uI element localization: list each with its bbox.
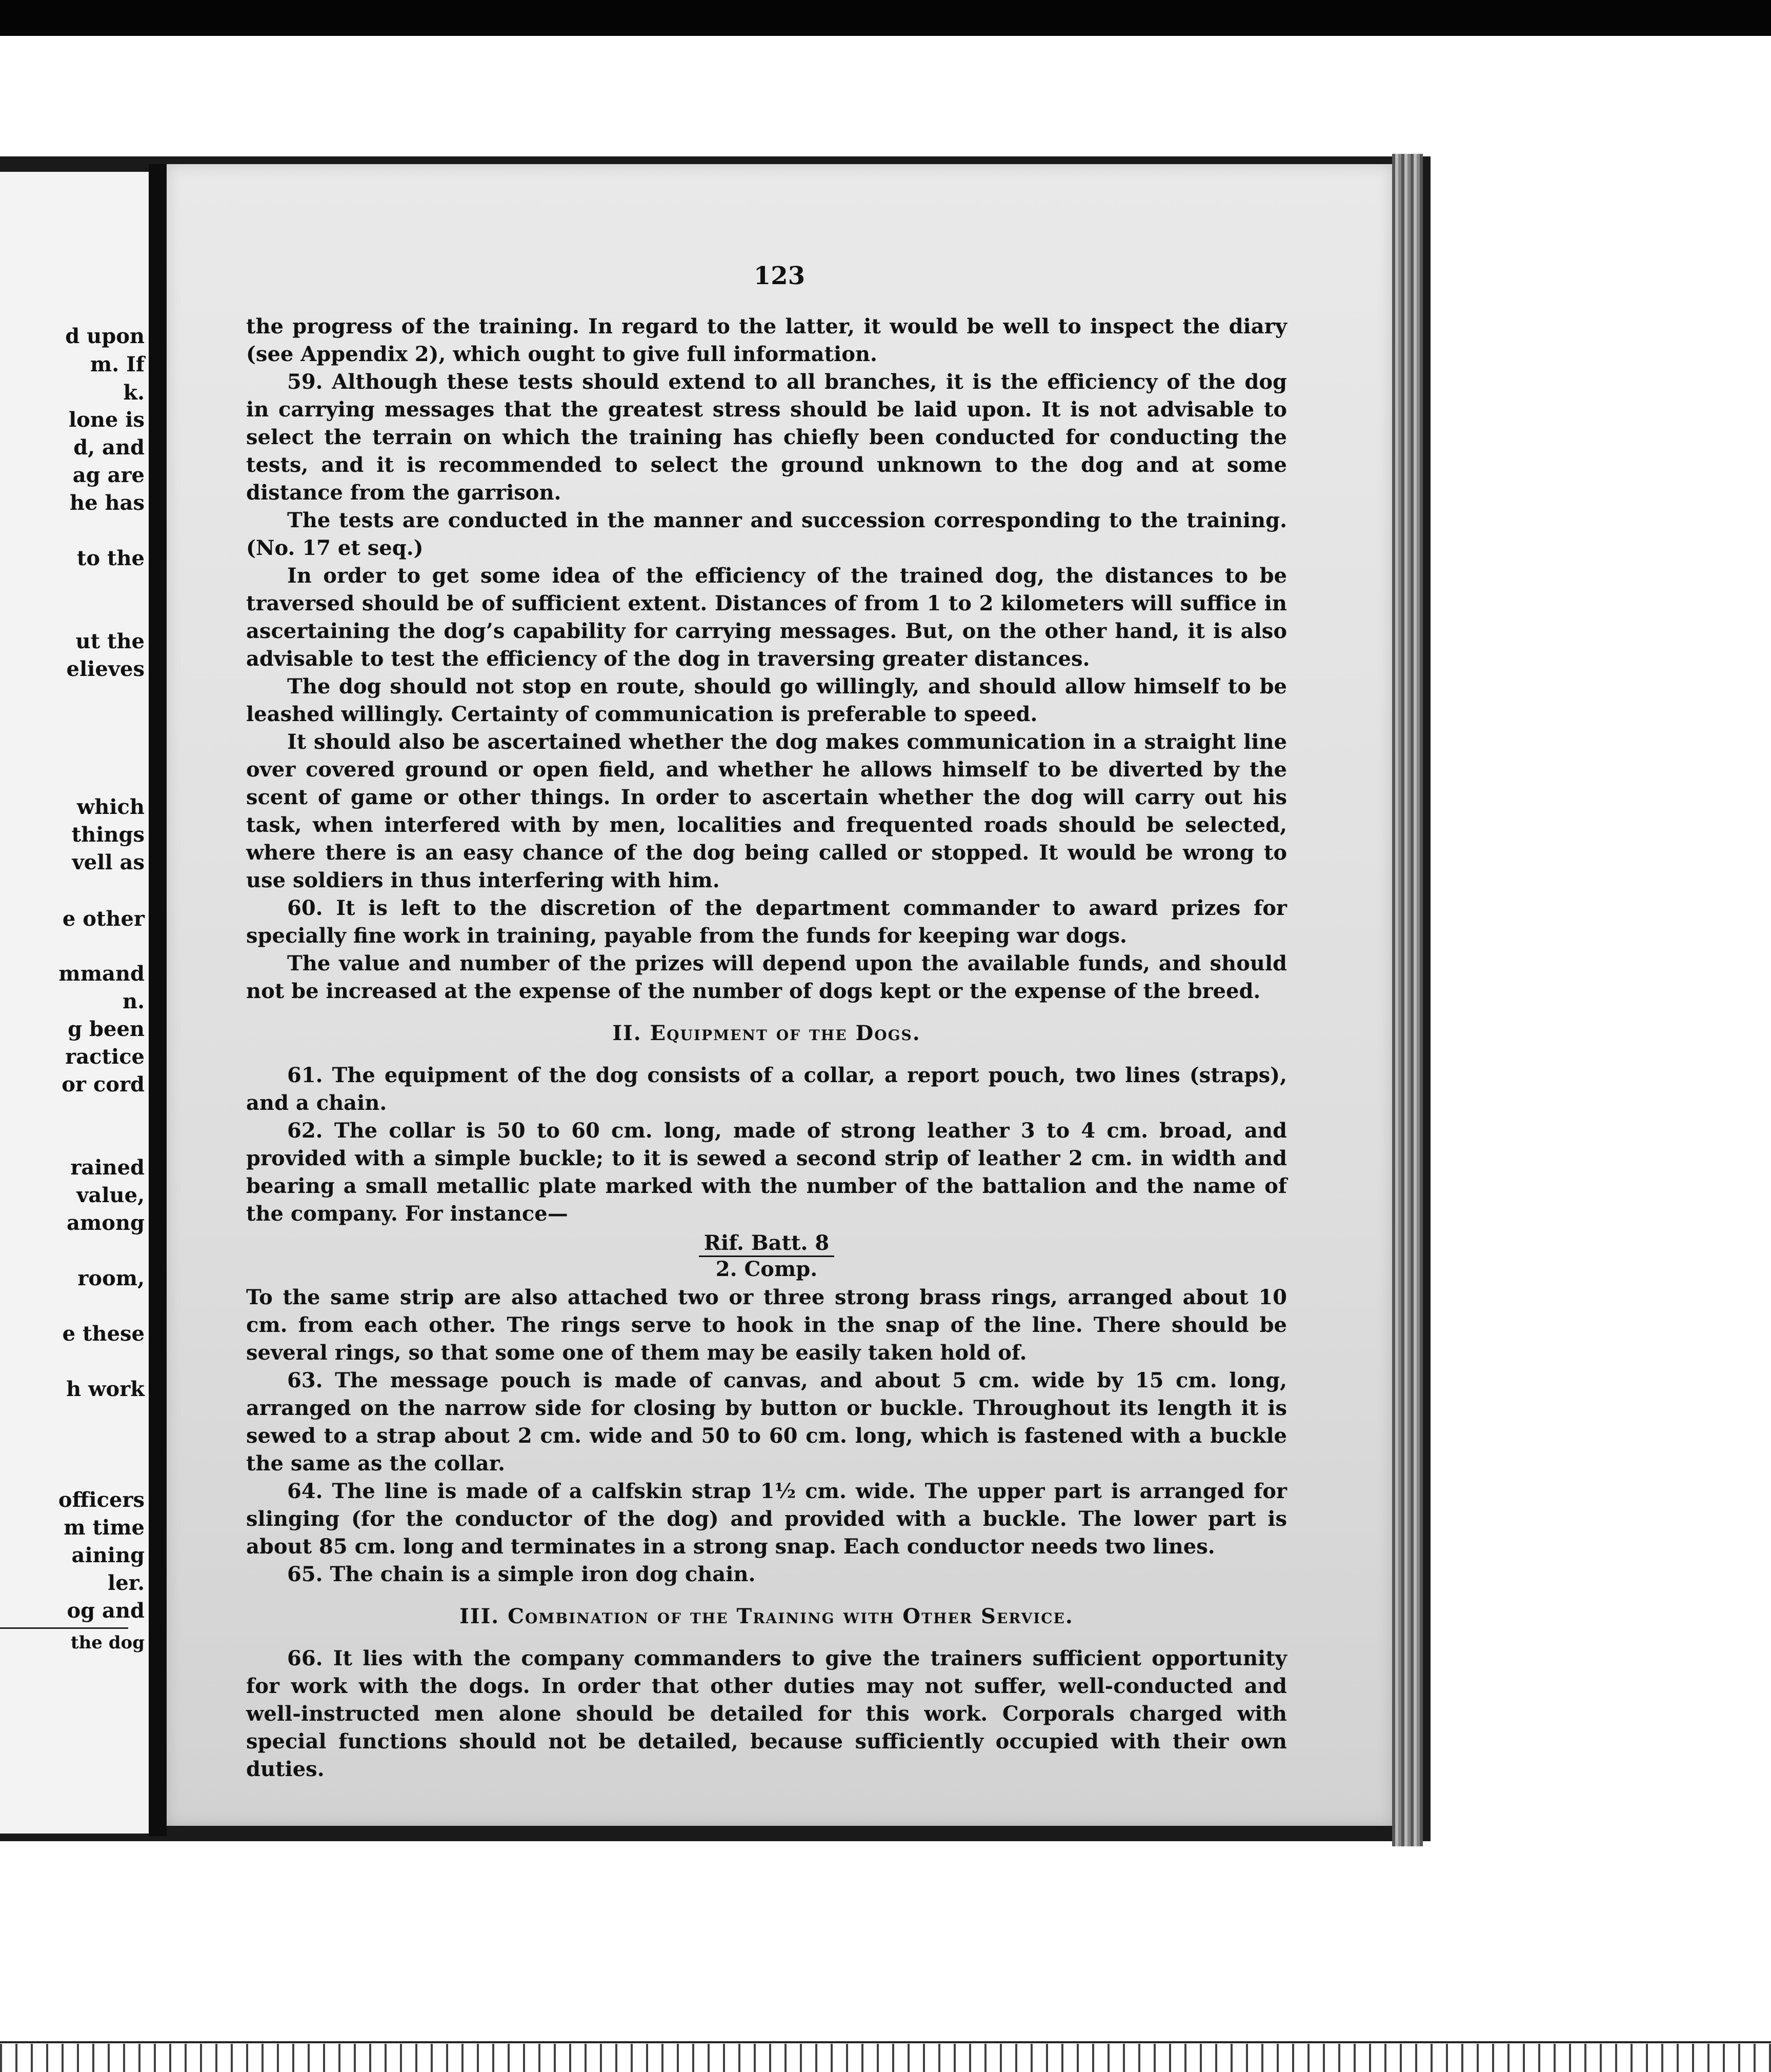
paragraph: 61. The equipment of the dog consists of a collar, a report pouch, two lines (straps), and a chain. bbox=[246, 1063, 1287, 1115]
section-heading-equipment: II. Equipment of the Dogs. bbox=[612, 1021, 921, 1045]
left-page-fragment: ler. bbox=[108, 1571, 145, 1595]
paragraph: To the same strip are also attached two or three strong brass rings, arranged about 10 cm. from each other. The rings serve to hook in the snap of the line. There should be several rings, so that some one of them may be easily taken hold of. bbox=[246, 1285, 1287, 1365]
paragraph: In order to get some idea of the efficiency of the trained dog, the distances to be traversed should be of sufficient extent. Distances of from 1 to 2 kilometers will suffice in ascertaining the dog’s capability for carrying messages. But, on the other hand, it is also advisable to test the efficiency of the dog in traversing greater distances. bbox=[246, 564, 1287, 671]
plate-inscription-top: Rif. Batt. 8 bbox=[699, 1231, 834, 1257]
left-page-fragment: aining bbox=[71, 1543, 145, 1567]
left-page-fragment: og and bbox=[67, 1599, 145, 1623]
paragraph: The tests are conducted in the manner and succession corresponding to the training. (No. 17 et seq.) bbox=[246, 508, 1287, 560]
left-page-fragment: k. bbox=[123, 381, 145, 405]
left-page-fragment: e these bbox=[62, 1322, 145, 1346]
left-page-fragment: things bbox=[71, 823, 145, 847]
left-page-fragment: value, bbox=[76, 1183, 145, 1207]
left-page-fragment: elieves bbox=[66, 657, 145, 681]
left-page-fragment: room, bbox=[77, 1266, 145, 1290]
book-gutter bbox=[149, 164, 167, 1836]
plate-inscription bbox=[246, 1231, 1287, 1282]
paragraph: 64. The line is made of a calfskin strap 1½ cm. wide. The upper part is arranged for slinging (for the conductor of the dog) and provided with a buckle. The lower part is about 85 cm. long and terminates in a strong snap. Each conductor needs two lines. bbox=[246, 1479, 1287, 1559]
left-page-fragment: ractice bbox=[65, 1045, 145, 1069]
left-page-fragment: mmand bbox=[58, 962, 145, 986]
left-page-fragment: lone is bbox=[68, 408, 145, 432]
left-page-fragment: among bbox=[67, 1211, 145, 1235]
left-page bbox=[0, 172, 149, 1834]
page-number: 123 bbox=[753, 262, 806, 290]
right-page bbox=[167, 164, 1392, 1826]
left-page-fragment: m time bbox=[64, 1516, 145, 1540]
scan-top-border bbox=[0, 0, 1771, 36]
paragraph: the progress of the training. In regard to the latter, it would be well to inspect the diary (see Appendix 2), which ought to give full information. bbox=[246, 314, 1287, 366]
paragraph: 65. The chain is a simple iron dog chain. bbox=[287, 1562, 756, 1586]
left-page-fragment: officers bbox=[58, 1488, 145, 1512]
left-page-fragment: the dog bbox=[70, 1632, 145, 1653]
left-page-fragment: rained bbox=[70, 1155, 145, 1180]
paragraph: 59. Although these tests should extend to all branches, it is the efficiency of the dog in carrying messages that the greatest stress should be laid upon. It is not advisable to select the terrain on which the training has chiefly been conducted for conducting the tests, and it is recommended to select the ground unknown to the dog and at some distance from the garrison. bbox=[246, 370, 1287, 505]
page-body bbox=[246, 313, 1287, 1783]
paragraph: The value and number of the prizes will depend upon the available funds, and should not be increased at the expense of the number of dogs kept or the expense of the breed. bbox=[246, 951, 1287, 1003]
left-page-fragment: d upon bbox=[65, 324, 145, 348]
paragraph: 62. The collar is 50 to 60 cm. long, made of strong leather 3 to 4 cm. broad, and provided with a simple buckle; to it is sewed a second strip of leather 2 cm. in width and bearing a small metallic plate marked with the number of the battalion and the name of the company. For instance— bbox=[246, 1119, 1287, 1226]
plate-inscription-bottom: 2. Comp. bbox=[715, 1257, 818, 1281]
left-page-fragment: m. If bbox=[90, 352, 145, 376]
left-page-fragment: vell as bbox=[72, 850, 145, 874]
left-page-fragment: ut the bbox=[75, 629, 145, 653]
scan-bottom-strip bbox=[0, 2016, 1771, 2072]
left-page-fragment: e other bbox=[62, 907, 145, 931]
paragraph: It should also be ascertained whether the dog makes communication in a straight line over covered ground or open field, and whether he allows himself to be diverted by the scent of game or other things. In order to ascertain whether the dog will carry out his task, when interfered with by men, localities and frequented roads should be selected, where there is an easy chance of the dog being called or stopped. It would be wrong to use soldiers in thus interfering with him. bbox=[246, 730, 1287, 892]
section-heading-combination: III. Combination of the Training with Other Service. bbox=[459, 1604, 1074, 1628]
page-edge bbox=[1392, 154, 1423, 1846]
scan-bottom-ticks bbox=[0, 2044, 1771, 2072]
left-page-fragment: or cord bbox=[62, 1072, 145, 1097]
left-page-fragment: ag are bbox=[72, 463, 145, 487]
left-page-fragment: g been bbox=[68, 1017, 145, 1041]
paragraph: 60. It is left to the discretion of the department commander to award prizes for specially fine work in training, payable from the funds for keeping war dogs. bbox=[246, 896, 1287, 948]
left-page-fragment: to the bbox=[76, 546, 145, 570]
paragraph: 66. It lies with the company commanders to give the trainers sufficient opportunity for work with the dogs. In order that other duties may not suffer, well-conducted and well-instructed men alone should be detailed for this work. Corporals charged with special functions should not be detailed, because sufficiently occupied with their own duties. bbox=[246, 1646, 1287, 1781]
left-page-fragment: h work bbox=[66, 1377, 145, 1401]
paragraph: 63. The message pouch is made of canvas, and about 5 cm. wide by 15 cm. long, arranged on the narrow side for closing by button or buckle. Throughout its length it is sewed to a strap about 2 cm. wide and 50 to 60 cm. long, which is fastened with a buckle the same as the collar. bbox=[246, 1368, 1287, 1476]
footnote-rule bbox=[0, 1627, 128, 1629]
left-page-fragment: n. bbox=[122, 989, 145, 1013]
scan-bottom-line bbox=[0, 2041, 1771, 2043]
left-page-fragment: he has bbox=[70, 491, 145, 515]
paragraph: The dog should not stop en route, should go willingly, and should allow himself to be leashed willingly. Certainty of communication is preferable to speed. bbox=[246, 674, 1287, 726]
left-page-fragment: d, and bbox=[73, 435, 145, 460]
left-page-fragment: which bbox=[76, 795, 145, 819]
